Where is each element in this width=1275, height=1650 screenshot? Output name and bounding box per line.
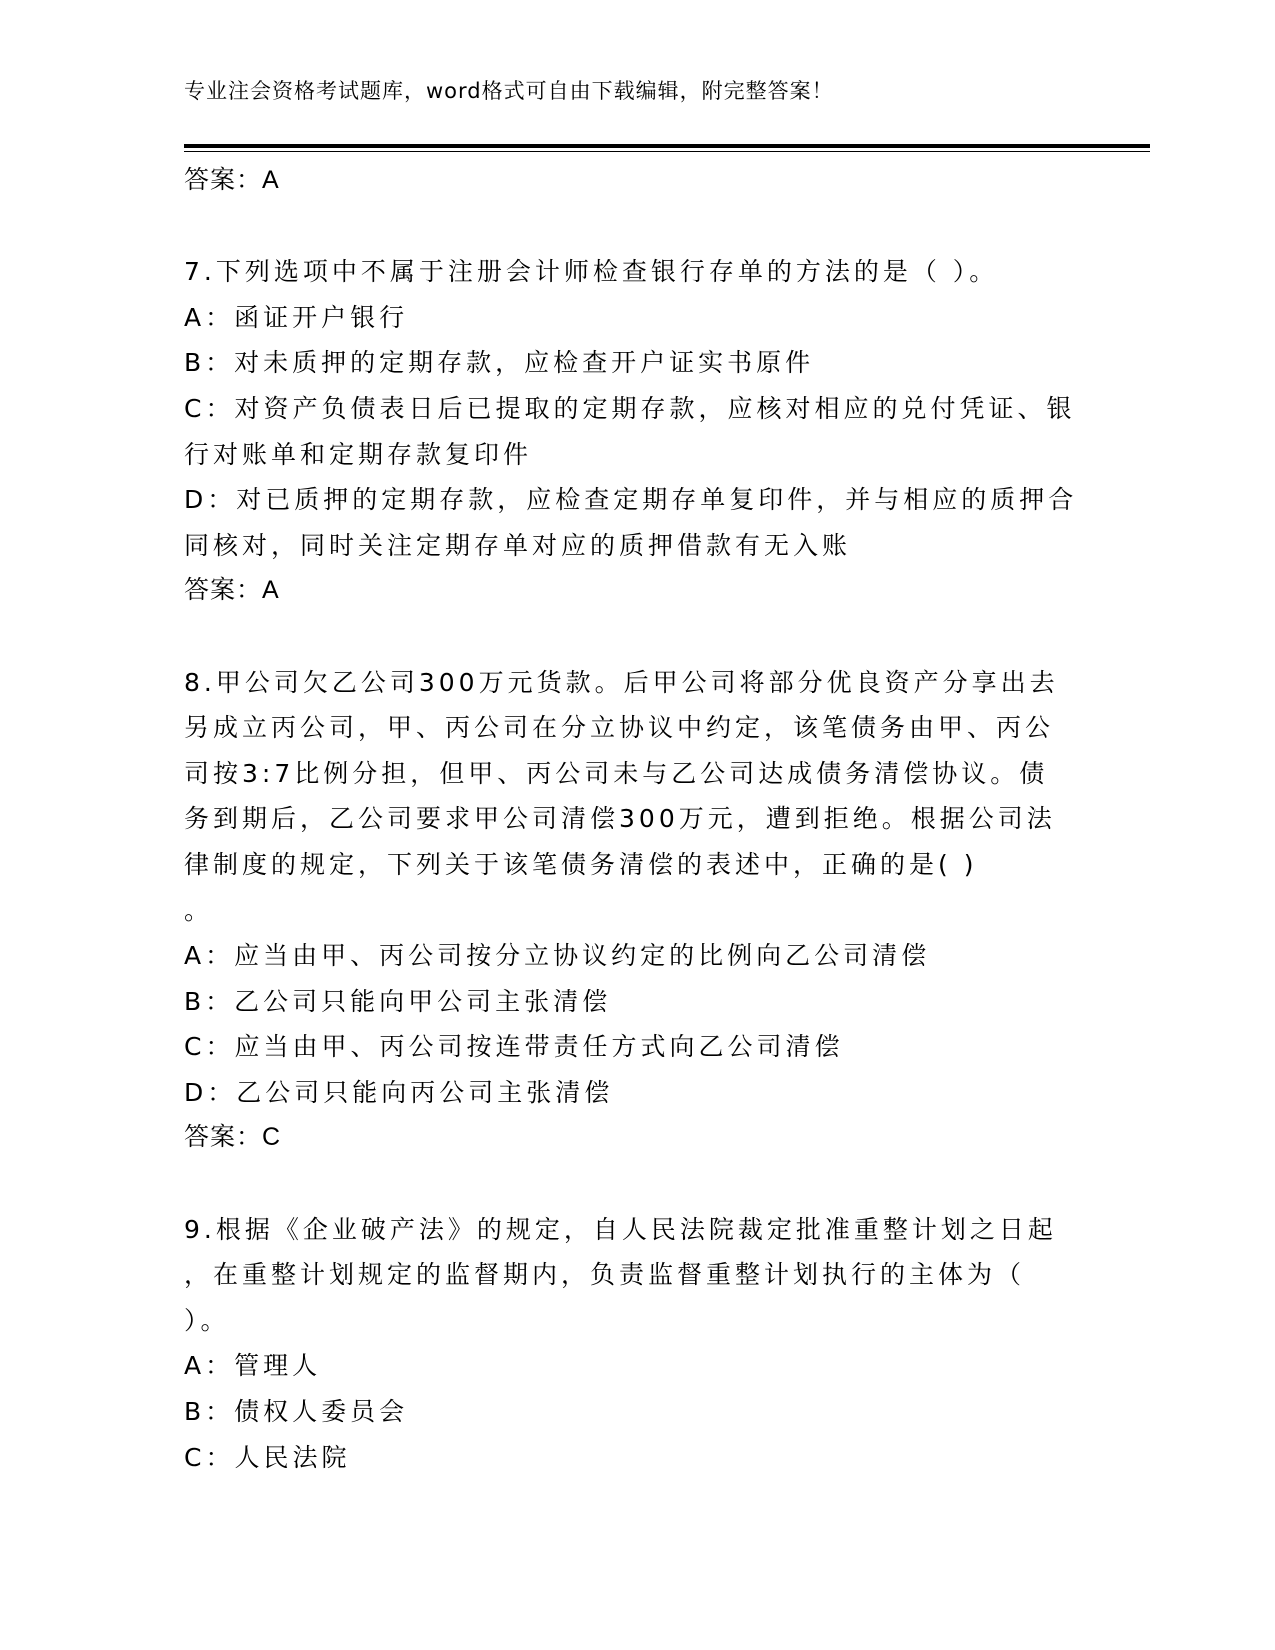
spacer	[184, 1161, 1084, 1207]
answer-line: 答案：A	[184, 576, 280, 605]
question-9	[184, 1207, 1084, 1481]
option-d: D：乙公司只能向丙公司主张清偿	[184, 1077, 614, 1107]
option-d-continued: 同核对，同时关注定期存单对应的质押借款有无入账	[184, 530, 852, 560]
option-c-continued: 行对账单和定期存款复印件	[184, 439, 533, 469]
question-stem-continued: 另成立丙公司，甲、丙公司在分立协议中约定，该笔债务由甲、丙公	[184, 713, 1055, 743]
option-b: B：乙公司只能向甲公司主张清偿	[184, 986, 612, 1016]
question-stem: 8.甲公司欠乙公司300万元货款。后甲公司将部分优良资产分享出去	[184, 667, 1059, 697]
header-rule-thin	[184, 151, 1150, 152]
question-7	[184, 249, 1084, 614]
header-rule-thick	[184, 144, 1150, 148]
option-d: D：对已质押的定期存款，应检查定期存单复印件，并与相应的质押合	[184, 485, 1078, 515]
option-b: B：债权人委员会	[184, 1397, 409, 1427]
option-a: A：函证开户银行	[184, 302, 409, 332]
option-b: B：对未质押的定期存款，应检查开户证实书原件	[184, 348, 815, 378]
question-stem: 9.根据《企业破产法》的规定，自人民法院裁定批准重整计划之日起	[184, 1214, 1057, 1244]
question-stem-continued: ，在重整计划规定的监督期内，负责监督重整计划执行的主体为（	[184, 1260, 1026, 1290]
option-c: C：应当由甲、丙公司按连带责任方式向乙公司清偿	[184, 1032, 844, 1062]
question-stem-continued: 律制度的规定，下列关于该笔债务清偿的表述中，正确的是( )	[184, 849, 978, 879]
question-8	[184, 660, 1084, 1162]
option-c: C：人民法院	[184, 1442, 351, 1472]
page-header: 专业注会资格考试题库，word格式可自由下载编辑，附完整答案！	[184, 79, 834, 103]
answer-line: 答案：C	[184, 1123, 282, 1152]
document-body	[184, 158, 1084, 1480]
question-stem: 7.下列选项中不属于注册会计师检查银行存单的方法的是（ ）。	[184, 257, 999, 287]
question-stem-continued: ）。	[184, 1305, 230, 1335]
option-a: A：应当由甲、丙公司按分立协议约定的比例向乙公司清偿	[184, 941, 931, 971]
spacer	[184, 204, 1084, 250]
spacer	[184, 614, 1084, 660]
question-stem-continued: 司按3:7比例分担，但甲、丙公司未与乙公司达成债务清偿协议。债	[184, 758, 1049, 788]
answer-line: 答案：A	[184, 166, 280, 194]
question-stem-continued: 务到期后，乙公司要求甲公司清偿300万元，遭到拒绝。根据公司法	[184, 804, 1056, 834]
question-stem-continued: 。	[184, 895, 214, 925]
option-a: A：管理人	[184, 1351, 322, 1381]
option-c: C：对资产负债表日后已提取的定期存款，应核对相应的兑付凭证、银	[184, 393, 1076, 423]
